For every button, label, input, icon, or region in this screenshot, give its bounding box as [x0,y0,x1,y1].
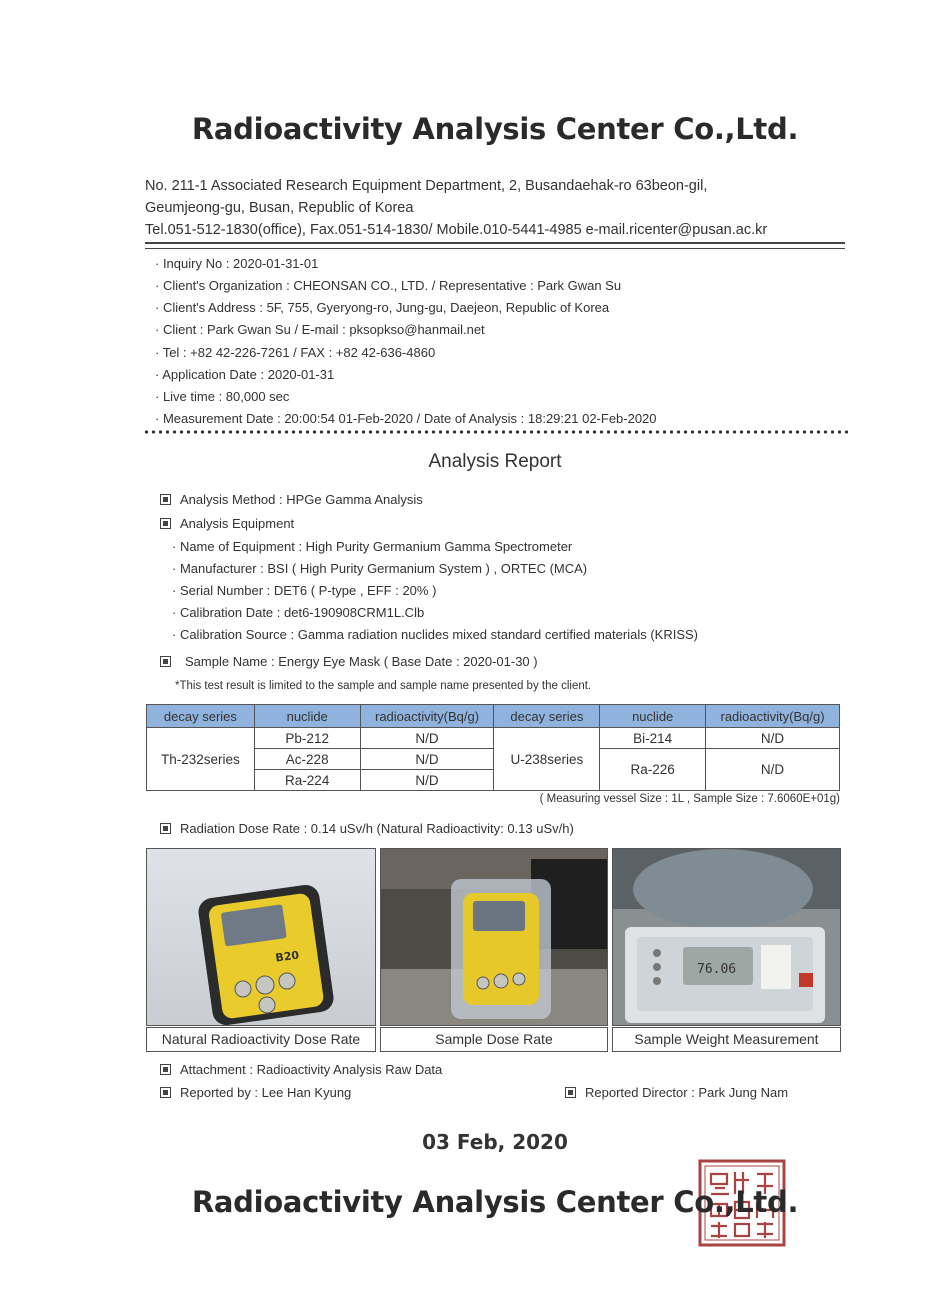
sample-name [160,654,538,669]
results-table [146,704,840,791]
header-decay-series: decay series [494,705,600,728]
analysis-equipment-text: Analysis Equipment [180,516,295,531]
nuclide-cell: Bi-214 [600,728,706,749]
nuclide-cell: Pb-212 [254,728,360,749]
footer-company-title: Radioactivity Analysis Center Co.,Ltd. [191,1185,799,1219]
nuclide-cell: Ra-224 [254,770,360,791]
attachment-text: Attachment : Radioactivity Analysis Raw Data [180,1062,443,1077]
calibration-source: · Calibration Source : Gamma radiation nuclides mixed standard certified materials (KRISS) [172,627,698,642]
series-u238: U-238series [494,728,600,791]
client-address: · Client's Address : 5F, 755, Gyeryong-ro, Jung-gu, Daejeon, Republic of Korea [155,300,610,315]
header-decay-series: decay series [147,705,255,728]
sample-name-text: Sample Name : Energy Eye Mask ( Base Date : 2020-01-30 ) [185,654,538,669]
client-phone: · Tel : +82 42-226-7261 / FAX : +82 42-636-4860 [155,345,436,360]
reported-director [565,1085,788,1100]
sample-note: *This test result is limited to the sample and sample name presented by the client. [175,680,592,692]
header-rule-thin [145,248,845,249]
client-contact: · Client : Park Gwan Su / E-mail : pksopkso@hanmail.net [155,322,485,337]
client-organization: · Client's Organization : CHEONSAN CO., LTD. / Representative : Park Gwan Su [155,278,622,293]
meter-label: B20 [274,948,300,965]
live-time: · Live time : 80,000 sec [155,389,290,404]
photo-sample-weight [612,848,841,1026]
equipment-manufacturer: · Manufacturer : BSI ( High Purity Germanium System ) , ORTEC (MCA) [172,561,588,576]
reported-by-text: Reported by : Lee Han Kyung [180,1085,352,1100]
header-radioactivity: radioactivity(Bq/g) [706,705,840,728]
photo-sample-dose [380,848,608,1026]
nuclide-cell: Ra-226 [600,749,706,791]
header-nuclide: nuclide [600,705,706,728]
dose-rate-text: Radiation Dose Rate : 0.14 uSv/h (Natural Radioactivity: 0.13 uSv/h) [180,821,574,836]
analysis-method-text: Analysis Method : HPGe Gamma Analysis [180,492,423,507]
header-radioactivity: radioactivity(Bq/g) [360,705,494,728]
caption-sample-dose: Sample Dose Rate [380,1027,608,1052]
nuclide-cell: Ac-228 [254,749,360,770]
value-cell: N/D [360,728,494,749]
table-header-row [147,705,840,728]
calibration-date: · Calibration Date : det6-190908CRM1L.Clb [172,605,425,620]
analysis-equipment [160,516,294,531]
checkbox-icon [160,823,171,834]
equipment-serial: · Serial Number : DET6 ( P-type , EFF : 20% ) [172,583,437,598]
header-rule [145,242,845,244]
report-date: 03 Feb, 2020 [422,1130,568,1154]
caption-natural-dose: Natural Radioactivity Dose Rate [146,1027,376,1052]
value-cell: N/D [360,749,494,770]
attachment [160,1062,442,1077]
caption-sample-weight: Sample Weight Measurement [612,1027,841,1052]
application-date: · Application Date : 2020-01-31 [155,367,335,382]
checkbox-icon [160,1087,171,1098]
value-cell: N/D [706,749,840,791]
header-nuclide: nuclide [254,705,360,728]
checkbox-icon [565,1087,576,1098]
reported-director-text: Reported Director : Park Jung Nam [585,1085,789,1100]
equipment-name: · Name of Equipment : High Purity Germanium Gamma Spectrometer [172,539,573,554]
photo-natural-dose [146,848,376,1026]
checkbox-icon [160,518,171,529]
value-cell: N/D [360,770,494,791]
dotted-divider [143,429,848,435]
inquiry-no: · Inquiry No : 2020-01-31-01 [155,256,319,271]
scale-reading: 76.06 [697,962,737,977]
series-th232: Th-232series [147,728,255,791]
vessel-note: ( Measuring vessel Size : 1L , Sample Size : 7.6060E+01g) [539,793,840,805]
address-line-2: Geumjeong-gu, Busan, Republic of Korea [145,200,414,216]
checkbox-icon [160,1064,171,1075]
value-cell: N/D [706,728,840,749]
checkbox-icon [160,494,171,505]
checkbox-icon [160,656,171,667]
contact-line: Tel.051-512-1830(office), Fax.051-514-1830/ Mobile.010-5441-4985 e-mail.ricenter@pusan.ac.kr [145,222,768,238]
company-title: Radioactivity Analysis Center Co.,Ltd. [191,112,799,146]
analysis-method [160,492,423,507]
report-heading: Analysis Report [428,451,562,472]
measurement-date: · Measurement Date : 20:00:54 01-Feb-2020 / Date of Analysis : 18:29:21 02-Feb-2020 [155,411,657,426]
reported-by [160,1085,351,1100]
dose-rate [160,821,574,836]
address-line-1: No. 211-1 Associated Research Equipment Department, 2, Busandaehak-ro 63beon-gil, [145,178,708,194]
